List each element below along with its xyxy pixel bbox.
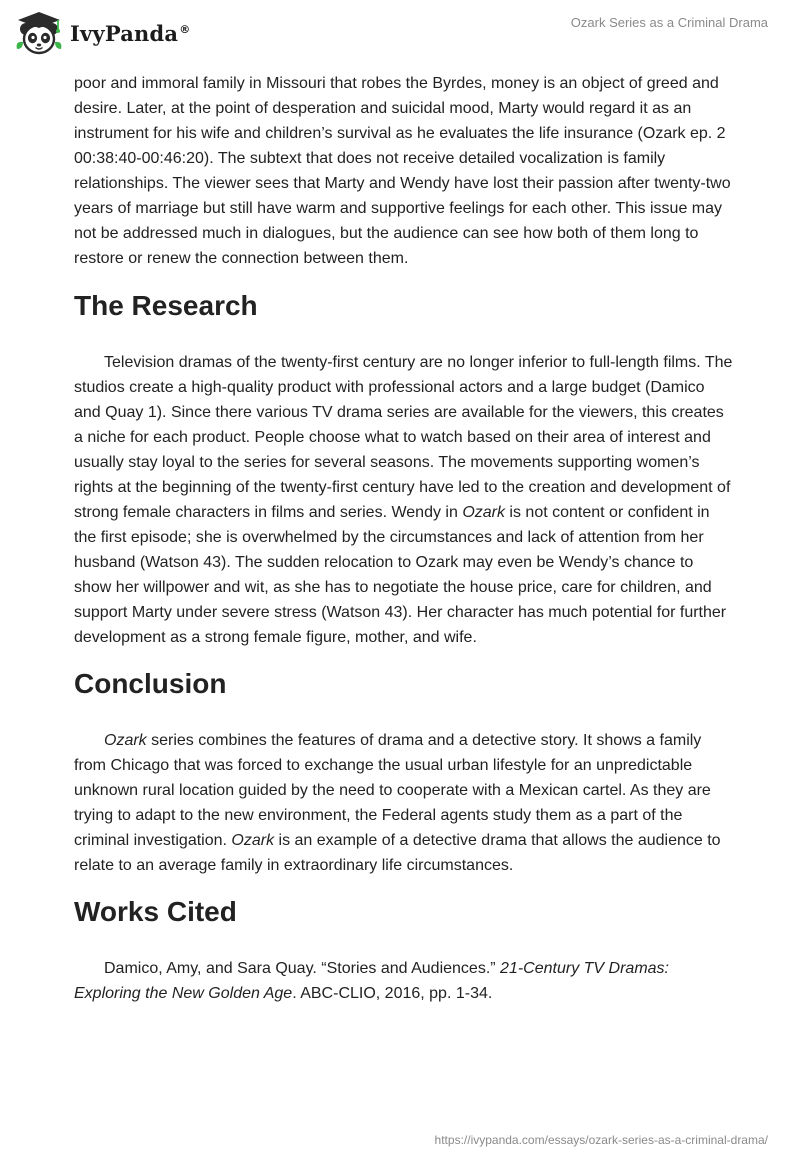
research-heading: The Research: [74, 290, 258, 321]
page-header: [0, 0, 800, 66]
ivypanda-logo[interactable]: [14, 8, 190, 58]
essay-body: [74, 71, 734, 1006]
research-paragraph: Television dramas of the twenty-first century are no longer inferior to full-length films. The studios create a high-quality product with professional actors and a large budget (Damico and Quay 1). Since there various TV drama series are available for the viewers, this creates a niche for each product. People choose what to watch based on their area of interest and usually stay loyal to the series for several seasons. The movements supporting women’s rights at the beginning of the twenty-first century have led to the creation and development of strong female characters in films and series. Wendy in Ozark is not content or confident in the first episode; she is overwhelmed by the circumstances and lack of attention from her husband (Watson 43). The sudden relocation to Ozark may even be Wendy’s chance to show her willpower and wit, as she has to negotiate the house price, care for children, and support Marty under severe stress (Watson 43). Her character has much potential for further development as a strong female figure, mother, and wife.: [74, 354, 733, 646]
brand-name: IvyPanda®: [70, 20, 191, 46]
conclusion-paragraph: Ozark series combines the features of drama and a detective story. It shows a family from Chicago that was forced to exchange the usual urban lifestyle for an unpredictable unknown rural location guided by the need to cooperate with a Mexican cartel. As they are trying to adapt to the new environment, the Federal agents study them as a part of the criminal investigation. Ozark is an example of a detective drama that allows the audience to relate to an average family in extraordinary life circumstances.: [74, 732, 721, 874]
source-url[interactable]: https://ivypanda.com/essays/ozark-series-as-a-criminal-drama/: [434, 1133, 768, 1147]
works-cited-heading: Works Cited: [74, 896, 237, 927]
conclusion-heading: Conclusion: [74, 668, 227, 699]
panda-graduate-icon: [14, 9, 64, 57]
works-cited-entry: Damico, Amy, and Sara Quay. “Stories and Audiences.” 21-Century TV Dramas: Exploring the New Golden Age. ABC-CLIO, 2016, pp. 1-34.: [74, 960, 669, 1002]
document-title: Ozark Series as a Criminal Drama: [570, 15, 768, 30]
intro-paragraph: poor and immoral family in Missouri that robes the Byrdes, money is an object of greed and desire. Later, at the point of desperation and suicidal mood, Marty would regard it as an instrument for his wife and children’s survival as he evaluates the life insurance (Ozark ep. 2 00:38:40-00:46:20). The subtext that does not receive detailed vocalization is family relationships. The viewer sees that Marty and Wendy have lost their passion after twenty-two years of marriage but still have warm and supportive feelings for each other. This issue may not be addressed much in dialogues, but the audience can see how both of them long to restore or renew the connection between them.: [74, 75, 731, 267]
